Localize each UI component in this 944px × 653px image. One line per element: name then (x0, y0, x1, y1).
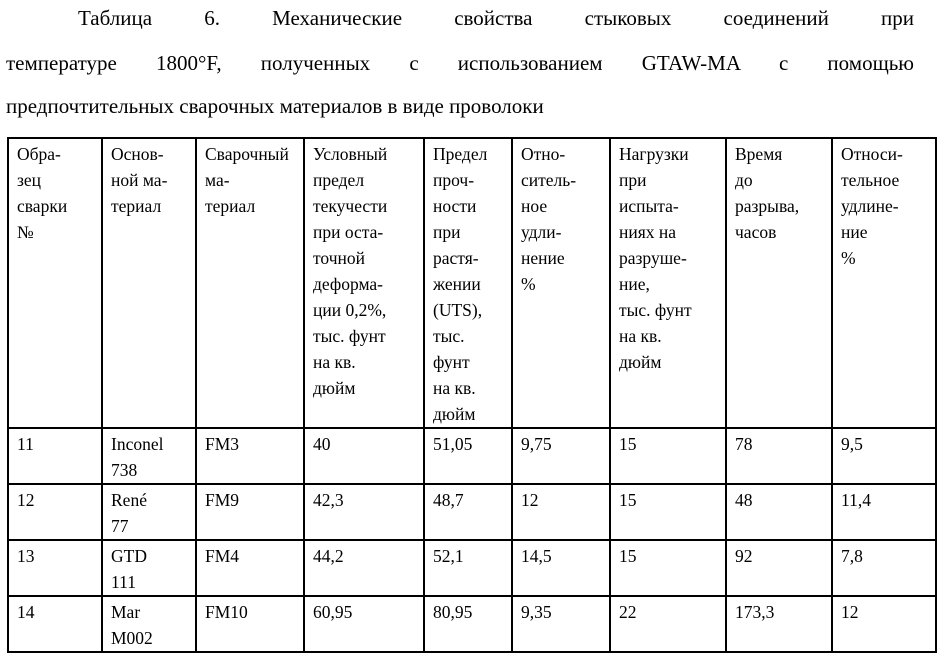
header-tensile-strength: Предел проч- ности при растя- жении (UTS), тыс. фунт на кв. дюйм (424, 138, 512, 428)
table-row (8, 484, 936, 540)
caption-line-3: предпочтительных сварочных материалов в виде проволоки (6, 94, 544, 118)
cell-sample: 12 (8, 484, 102, 540)
caption-line-2: температуре 1800°F, полученных с использованием GTAW-MA с помощью (6, 51, 914, 75)
header-base-material: Основ- ной ма- териал (102, 138, 196, 428)
cell-time-to-rupture: 48 (726, 484, 832, 540)
header-row (8, 138, 936, 428)
cell-elongation: 14,5 (512, 540, 610, 596)
header-weld-sample: Обра- зец сварки № (8, 138, 102, 428)
cell-yield-strength: 44,2 (304, 540, 424, 596)
cell-filler-material: FM9 (196, 484, 304, 540)
cell-yield-strength: 40 (304, 428, 424, 484)
cell-rupture-elongation: 9,5 (832, 428, 936, 484)
table-row (8, 596, 936, 652)
cell-time-to-rupture: 173,3 (726, 596, 832, 652)
header-elongation: Отно- ситель- ное удли- нение % (512, 138, 610, 428)
cell-elongation: 12 (512, 484, 610, 540)
header-filler-material: Сварочный ма- териал (196, 138, 304, 428)
mechanical-properties-table (7, 137, 937, 653)
cell-yield-strength: 60,95 (304, 596, 424, 652)
cell-sample: 14 (8, 596, 102, 652)
table-row (8, 428, 936, 484)
header-rupture-elongation: Относи- тельное удлине- ние % (832, 138, 936, 428)
cell-sample: 13 (8, 540, 102, 596)
cell-tensile-strength: 80,95 (424, 596, 512, 652)
cell-filler-material: FM10 (196, 596, 304, 652)
cell-base-material: GTD 111 (102, 540, 196, 596)
cell-rupture-elongation: 12 (832, 596, 936, 652)
cell-filler-material: FM3 (196, 428, 304, 484)
cell-tensile-strength: 52,1 (424, 540, 512, 596)
cell-sample: 11 (8, 428, 102, 484)
cell-tensile-strength: 48,7 (424, 484, 512, 540)
cell-yield-strength: 42,3 (304, 484, 424, 540)
cell-elongation: 9,35 (512, 596, 610, 652)
cell-base-material: René 77 (102, 484, 196, 540)
cell-rupture-load: 15 (610, 540, 726, 596)
cell-time-to-rupture: 92 (726, 540, 832, 596)
caption-line-1: Таблица 6. Механические свойства стыковых соединений при (78, 6, 914, 30)
table-row (8, 540, 936, 596)
header-yield-strength: Условный предел текучести при оста- точной деформа- ции 0,2%, тыс. фунт на кв. дюйм (304, 138, 424, 428)
cell-filler-material: FM4 (196, 540, 304, 596)
header-rupture-load: Нагрузки при испыта- ниях на разруше- ние, тыс. фунт на кв. дюйм (610, 138, 726, 428)
cell-tensile-strength: 51,05 (424, 428, 512, 484)
cell-rupture-elongation: 11,4 (832, 484, 936, 540)
cell-rupture-load: 15 (610, 428, 726, 484)
cell-elongation: 9,75 (512, 428, 610, 484)
cell-rupture-load: 15 (610, 484, 726, 540)
cell-base-material: Inconel 738 (102, 428, 196, 484)
cell-time-to-rupture: 78 (726, 428, 832, 484)
cell-rupture-elongation: 7,8 (832, 540, 936, 596)
header-time-to-rupture: Время до разрыва, часов (726, 138, 832, 428)
cell-rupture-load: 22 (610, 596, 726, 652)
cell-base-material: Mar M002 (102, 596, 196, 652)
